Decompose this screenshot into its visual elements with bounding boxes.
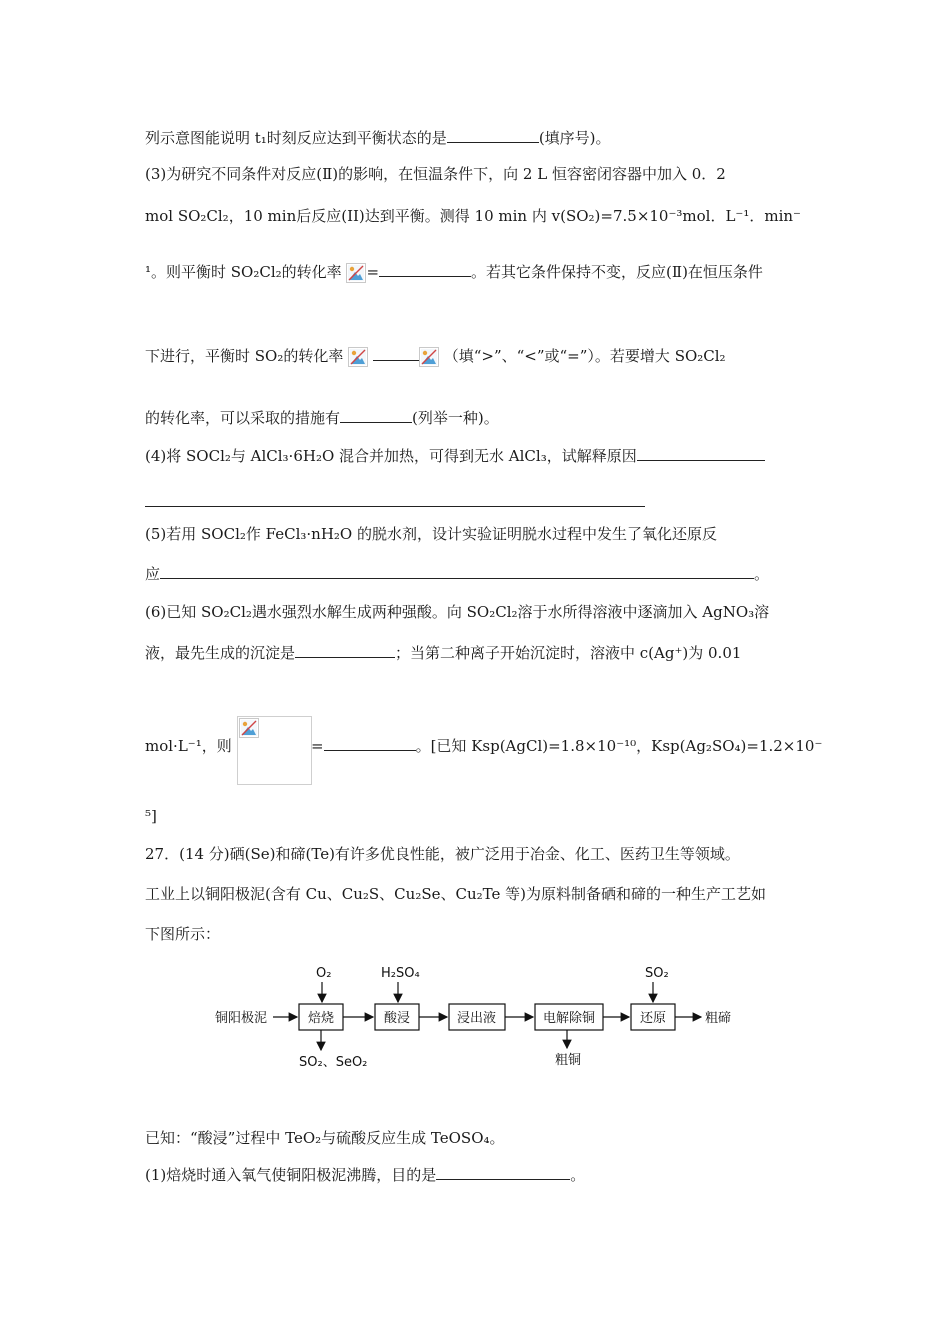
- flow-box-label: 酸浸: [384, 1011, 411, 1026]
- question-text-line: 已知：“酸浸”过程中 TeO₂与硫酸反应生成 TeOSO₄。: [145, 1129, 505, 1147]
- question-text-line: 工业上以铜阳极泥(含有 Cu、Cu₂S、Cu₂Se、Cu₂Te 等)为原料制备硒和碲的一种生产工艺如: [145, 885, 766, 903]
- flow-box-label: 焙烧: [308, 1011, 335, 1026]
- question-text-line: 下图所示：: [145, 925, 221, 943]
- flow-output-label: SO₂、SeO₂: [299, 1055, 368, 1070]
- flow-end-label: 粗碲: [705, 1011, 732, 1026]
- question-text-line: (1)焙烧时通入氧气使铜阳极泥沸腾，目的是 。: [145, 1166, 586, 1184]
- answer-blank[interactable]: [340, 408, 412, 423]
- question-text-line: 的转化率，可以采取的措施有 (列举一种)。: [145, 409, 499, 427]
- broken-image-icon: [239, 718, 259, 738]
- question-text-line: mol SO₂Cl₂，10 min后反应(II)达到平衡。测得 10 min 内 v(SO₂)=7.5×10⁻³mol．L⁻¹．min⁻: [145, 207, 801, 225]
- question-text-line: 液，最先生成的沉淀是 ；当第二种离子开始沉淀时，溶液中 c(Ag⁺)为 0.01: [145, 644, 742, 662]
- answer-blank[interactable]: [324, 736, 416, 751]
- flow-input-label: H₂SO₄: [381, 966, 420, 981]
- question-text-line: (5)若用 SOCl₂作 FeCl₃·nH₂O 的脱水剂，设计实验证明脱水过程中发生了氧化还原反: [145, 525, 717, 543]
- question-text-line: (4)将 SOCl₂与 AlCl₃·6H₂O 混合并加热，可得到无水 AlCl₃，试解释原因: [145, 446, 765, 466]
- answer-blank[interactable]: [436, 1165, 570, 1180]
- flow-output-label: 粗铜: [555, 1053, 582, 1068]
- answer-blank[interactable]: [379, 262, 471, 277]
- broken-image-icon: [419, 347, 439, 367]
- question-text-line: 下进行，平衡时 SO₂的转化率 （填“>”、“<”或“=”）。若要增大 SO₂Cl₂: [145, 347, 726, 365]
- answer-blank[interactable]: [160, 564, 754, 579]
- broken-image-icon: [348, 347, 368, 367]
- question-text-line: 列示意图能说明 t₁时刻反应达到平衡状态的是 (填序号)。: [145, 129, 611, 147]
- answer-blank[interactable]: [447, 128, 539, 143]
- flow-start-label: 铜阳极泥: [215, 1011, 268, 1026]
- broken-image-icon: [346, 263, 366, 283]
- question-text-line: mol·L⁻¹，则: [145, 737, 232, 755]
- question-text-line: ⁵]: [145, 807, 157, 825]
- answer-blank[interactable]: [373, 346, 419, 361]
- flow-box-label: 浸出液: [457, 1011, 497, 1026]
- answer-blank[interactable]: [637, 446, 765, 461]
- question-text-line: (3)为研究不同条件对反应(Ⅱ)的影响，在恒温条件下，向 2 L 恒容密闭容器中加入 0．2: [145, 165, 726, 183]
- answer-blank[interactable]: [295, 643, 395, 658]
- flow-box-label: 电解除铜: [543, 1011, 596, 1026]
- process-flowchart: [215, 962, 755, 1072]
- question-text-line: (6)已知 SO₂Cl₂遇水强烈水解生成两种强酸。向 SO₂Cl₂溶于水所得溶液中逐滴加入 AgNO₃溶: [145, 603, 770, 621]
- question-text-line: 应 。: [145, 565, 770, 583]
- question-text-line: 27．(14 分)硒(Se)和碲(Te)有许多优良性能，被广泛用于冶金、化工、医药卫生等领域。: [145, 845, 740, 863]
- answer-blank[interactable]: [145, 506, 645, 507]
- flow-box-label: 还原: [640, 1011, 667, 1026]
- question-text-line: = 。[已知 Ksp(AgCl)=1.8×10⁻¹⁰，Ksp(Ag₂SO₄)=1.2×10⁻: [311, 737, 823, 755]
- missing-image-placeholder: [237, 716, 312, 785]
- flow-input-label: SO₂: [645, 966, 669, 981]
- question-text-line: ¹。则平衡时 SO₂Cl₂的转化率 = 。若其它条件保持不变，反应(Ⅱ)在恒压条件: [145, 263, 763, 281]
- flow-input-label: O₂: [316, 966, 332, 981]
